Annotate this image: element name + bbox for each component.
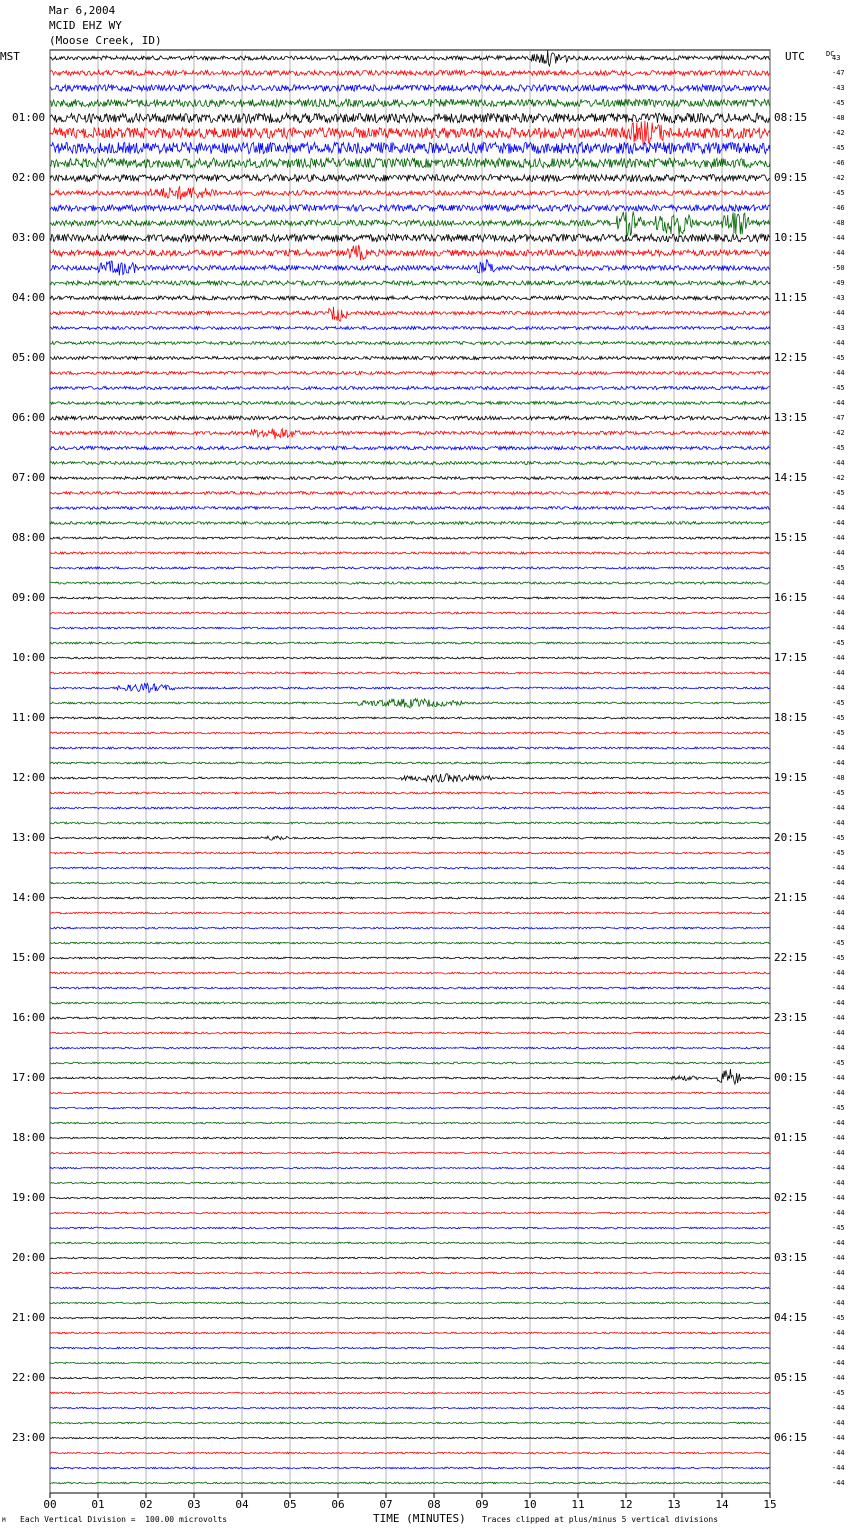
trace-row-62: [50, 987, 770, 989]
trace-row-42: [50, 683, 770, 692]
trace-row-69: [50, 1092, 770, 1094]
x-tick-label: 14: [715, 1498, 729, 1511]
utc-hour-label: 20:15: [774, 831, 808, 844]
trace-row-0: [50, 51, 770, 67]
dc-offset-label: -44: [832, 549, 845, 557]
trace-row-15: [50, 281, 770, 285]
trace-row-38: [50, 627, 770, 629]
trace-row-84: [50, 1317, 770, 1319]
dc-offset-label: -44: [832, 1029, 845, 1037]
trace-row-50: [50, 807, 770, 809]
trace-row-7: [50, 158, 770, 168]
trace-row-11: [50, 212, 770, 237]
trace-row-51: [50, 822, 770, 824]
x-tick-label: 10: [523, 1498, 537, 1511]
trace-row-39: [50, 642, 770, 644]
trace-row-30: [50, 507, 770, 510]
mst-hour-label: 11:00: [12, 711, 46, 724]
x-tick-label: 15: [763, 1498, 777, 1511]
dc-offset-label: -44: [832, 504, 845, 512]
dc-offset-label: -44: [832, 1479, 845, 1487]
dc-offset-label: -47: [832, 69, 845, 77]
clip-note: Traces clipped at plus/minus 5 vertical divisions: [482, 1515, 719, 1524]
dc-offset-label: -44: [832, 1299, 845, 1307]
dc-offset-label: -44: [832, 759, 845, 767]
dc-offset-label: -44: [832, 984, 845, 992]
mst-timezone-label: MST: [0, 50, 20, 63]
utc-hour-label: 09:15: [774, 171, 808, 184]
trace-row-77: [50, 1212, 770, 1214]
mst-hour-label: 22:00: [12, 1371, 46, 1384]
dc-offset-label: -44: [832, 1434, 845, 1442]
dc-offset-label: -44: [832, 654, 845, 662]
dc-offset-label: -44: [832, 894, 845, 902]
dc-offset-label: -43: [832, 324, 845, 332]
dc-offset-label: -43: [832, 84, 845, 92]
utc-hour-label: 00:15: [774, 1071, 808, 1084]
dc-offset-label: -44: [832, 684, 845, 692]
dc-offset-label: -44: [832, 609, 845, 617]
scale-note: Each Vertical Division = 100.00 microvolts: [20, 1515, 228, 1524]
trace-row-58: [50, 927, 770, 929]
utc-hour-label: 21:15: [774, 891, 808, 904]
utc-hour-label: 10:15: [774, 231, 808, 244]
trace-row-71: [50, 1122, 770, 1124]
dc-offset-label: -46: [832, 159, 845, 167]
trace-row-24: [50, 416, 770, 420]
trace-row-22: [50, 386, 770, 389]
trace-row-93: [50, 1452, 770, 1454]
trace-row-31: [50, 522, 770, 525]
trace-row-57: [50, 912, 770, 914]
dc-offset-label: -42: [832, 429, 845, 437]
mst-hour-label: 10:00: [12, 651, 46, 664]
trace-row-67: [50, 1062, 770, 1064]
dc-offset-label: -47: [832, 414, 845, 422]
utc-hour-label: 13:15: [774, 411, 808, 424]
dc-offset-label: -45: [832, 939, 845, 947]
x-axis-title: TIME (MINUTES): [373, 1512, 466, 1525]
dc-offset-label: -44: [832, 1419, 845, 1427]
utc-hour-label: 14:15: [774, 471, 808, 484]
trace-row-76: [50, 1197, 770, 1199]
dc-offset-label: -44: [832, 1404, 845, 1412]
station-label: MCID EHZ WY: [49, 19, 122, 32]
dc-offset-label: -45: [832, 729, 845, 737]
dc-offset-label: -44: [832, 519, 845, 527]
x-tick-label: 05: [283, 1498, 297, 1511]
trace-row-9: [50, 186, 770, 199]
dc-offset-label: -44: [832, 1149, 845, 1157]
trace-row-91: [50, 1422, 770, 1424]
dc-offset-label: -45: [832, 1314, 845, 1322]
dc-offset-label: -45: [832, 699, 845, 707]
dc-offset-label: -44: [832, 909, 845, 917]
trace-row-87: [50, 1362, 770, 1364]
dc-offset-label: -45: [832, 144, 845, 152]
utc-hour-label: 23:15: [774, 1011, 808, 1024]
utc-hour-label: 01:15: [774, 1131, 808, 1144]
x-tick-label: 02: [139, 1498, 153, 1511]
x-tick-label: 07: [379, 1498, 393, 1511]
trace-row-73: [50, 1152, 770, 1154]
mst-hour-label: 09:00: [12, 591, 46, 604]
dc-offset-label: -45: [832, 834, 845, 842]
trace-row-83: [50, 1302, 770, 1304]
trace-row-36: [50, 597, 770, 599]
mst-hour-label: 05:00: [12, 351, 46, 364]
trace-row-40: [50, 657, 770, 659]
dc-offset-label: -44: [832, 1374, 845, 1382]
dc-offset-label: -44: [832, 1269, 845, 1277]
dc-header-label: DC: [826, 50, 835, 58]
trace-row-85: [50, 1332, 770, 1334]
trace-row-94: [50, 1467, 770, 1469]
dc-offset-label: -44: [832, 369, 845, 377]
trace-row-27: [50, 461, 770, 464]
trace-row-23: [50, 401, 770, 404]
dc-offset-label: -45: [832, 489, 845, 497]
dc-offset-label: -45: [832, 189, 845, 197]
x-tick-label: 00: [43, 1498, 57, 1511]
dc-offset-label: -50: [832, 264, 845, 272]
trace-row-82: [50, 1287, 770, 1289]
mst-hour-label: 21:00: [12, 1311, 46, 1324]
dc-offset-label: -44: [832, 924, 845, 932]
trace-row-54: [50, 867, 770, 869]
mst-hour-label: 23:00: [12, 1431, 46, 1444]
dc-offset-label: -48: [832, 114, 845, 122]
dc-offset-label: -44: [832, 669, 845, 677]
utc-hour-label: 08:15: [774, 111, 808, 124]
dc-offset-label: -42: [832, 129, 845, 137]
trace-row-43: [50, 699, 770, 708]
trace-row-53: [50, 852, 770, 854]
dc-offset-label: -44: [832, 1209, 845, 1217]
utc-hour-label: 17:15: [774, 651, 808, 664]
dc-offset-label: -44: [832, 594, 845, 602]
dc-offset-label: -44: [832, 249, 845, 257]
trace-row-13: [50, 245, 770, 260]
trace-row-48: [50, 774, 770, 782]
trace-row-52: [50, 836, 770, 840]
dc-offset-label: -48: [832, 774, 845, 782]
utc-hour-label: 06:15: [774, 1431, 808, 1444]
dc-offset-label: -45: [832, 1389, 845, 1397]
dc-offset-label: -45: [832, 384, 845, 392]
trace-row-34: [50, 567, 770, 569]
utc-hour-label: 05:15: [774, 1371, 808, 1384]
dc-offset-label: -44: [832, 1284, 845, 1292]
dc-offset-label: -44: [832, 999, 845, 1007]
trace-row-21: [50, 371, 770, 374]
dc-offset-label: -44: [832, 879, 845, 887]
mst-hour-label: 20:00: [12, 1251, 46, 1264]
dc-offset-label: -45: [832, 1059, 845, 1067]
x-tick-label: 12: [619, 1498, 633, 1511]
mst-hour-label: 14:00: [12, 891, 46, 904]
location-label: (Moose Creek, ID): [49, 34, 162, 47]
dc-offset-label: -44: [832, 1119, 845, 1127]
trace-row-2: [50, 85, 770, 91]
trace-row-75: [50, 1182, 770, 1184]
dc-offset-label: -45: [832, 1104, 845, 1112]
trace-row-12: [50, 234, 770, 242]
trace-row-5: [50, 121, 770, 145]
trace-row-64: [50, 1017, 770, 1019]
dc-offset-label: -44: [832, 309, 845, 317]
mst-hour-label: 13:00: [12, 831, 46, 844]
trace-row-19: [50, 341, 770, 344]
trace-row-92: [50, 1437, 770, 1439]
dc-offset-label: -45: [832, 444, 845, 452]
dc-offset-label: -44: [832, 399, 845, 407]
dc-offset-label: -44: [832, 1329, 845, 1337]
dc-offset-label: -44: [832, 744, 845, 752]
trace-row-35: [50, 582, 770, 584]
dc-offset-label: -45: [832, 99, 845, 107]
x-tick-label: 11: [571, 1498, 585, 1511]
trace-row-25: [50, 429, 770, 440]
mst-hour-label: 04:00: [12, 291, 46, 304]
trace-row-60: [50, 957, 770, 959]
trace-row-46: [50, 747, 770, 749]
mst-hour-label: 01:00: [12, 111, 46, 124]
x-tick-label: 06: [331, 1498, 345, 1511]
mst-hour-label: 08:00: [12, 531, 46, 544]
trace-row-10: [50, 205, 770, 211]
trace-row-33: [50, 552, 770, 554]
trace-row-79: [50, 1242, 770, 1244]
utc-hour-label: 19:15: [774, 771, 808, 784]
dc-offset-label: -45: [832, 354, 845, 362]
mst-hour-label: 02:00: [12, 171, 46, 184]
dc-offset-label: -44: [832, 624, 845, 632]
dc-offset-label: -46: [832, 204, 845, 212]
dc-offset-label: -44: [832, 534, 845, 542]
dc-offset-label: -45: [832, 639, 845, 647]
trace-row-3: [50, 99, 770, 107]
dc-offset-label: -44: [832, 1179, 845, 1187]
trace-row-18: [50, 326, 770, 329]
trace-row-74: [50, 1167, 770, 1169]
utc-hour-label: 18:15: [774, 711, 808, 724]
utc-hour-label: 16:15: [774, 591, 808, 604]
dc-offset-label: -44: [832, 1044, 845, 1052]
trace-row-61: [50, 972, 770, 974]
dc-offset-label: -45: [832, 849, 845, 857]
trace-row-95: [50, 1482, 770, 1484]
trace-row-49: [50, 792, 770, 794]
dc-offset-label: -45: [832, 564, 845, 572]
trace-row-66: [50, 1047, 770, 1049]
dc-offset-label: -49: [832, 279, 845, 287]
trace-row-78: [50, 1227, 770, 1229]
trace-row-72: [50, 1137, 770, 1139]
dc-offset-label: -44: [832, 1239, 845, 1247]
trace-row-4: [50, 113, 770, 123]
utc-hour-label: 11:15: [774, 291, 808, 304]
utc-hour-label: 03:15: [774, 1251, 808, 1264]
trace-row-1: [50, 70, 770, 75]
trace-row-41: [50, 672, 770, 674]
x-tick-label: 08: [427, 1498, 441, 1511]
dc-offset-label: -44: [832, 1089, 845, 1097]
utc-hour-label: 12:15: [774, 351, 808, 364]
dc-offset-label: -42: [832, 174, 845, 182]
trace-row-70: [50, 1107, 770, 1109]
dc-offset-label: -44: [832, 234, 845, 242]
trace-row-45: [50, 732, 770, 734]
utc-hour-label: 02:15: [774, 1191, 808, 1204]
date-label: Mar 6,2004: [49, 4, 116, 17]
x-tick-label: 13: [667, 1498, 681, 1511]
trace-row-14: [50, 260, 770, 276]
dc-offset-label: -44: [832, 1134, 845, 1142]
x-tick-label: 03: [187, 1498, 201, 1511]
dc-offset-label: -45: [832, 789, 845, 797]
trace-row-20: [50, 356, 770, 359]
mst-hour-label: 17:00: [12, 1071, 46, 1084]
x-tick-label: 01: [91, 1498, 105, 1511]
dc-offset-label: -45: [832, 1224, 845, 1232]
utc-hour-label: 04:15: [774, 1311, 808, 1324]
dc-offset-label: 43: [832, 54, 841, 62]
dc-offset-label: -44: [832, 579, 845, 587]
x-axis: [43, 1493, 776, 1511]
dc-offset-label: -44: [832, 1254, 845, 1262]
corner-mark: M: [2, 1517, 6, 1524]
trace-row-16: [50, 296, 770, 300]
dc-offset-label: -44: [832, 969, 845, 977]
dc-offset-label: -44: [832, 1464, 845, 1472]
trace-row-55: [50, 882, 770, 884]
dc-offset-label: -44: [832, 1449, 845, 1457]
trace-row-8: [50, 175, 770, 182]
seismic-traces: [50, 51, 770, 1484]
trace-row-56: [50, 897, 770, 899]
trace-row-68: [50, 1069, 770, 1084]
trace-row-86: [50, 1347, 770, 1349]
utc-hour-label: 22:15: [774, 951, 808, 964]
dc-offset-label: -44: [832, 819, 845, 827]
mst-hour-label: 15:00: [12, 951, 46, 964]
trace-row-89: [50, 1392, 770, 1394]
dc-offset-label: -44: [832, 804, 845, 812]
trace-row-80: [50, 1257, 770, 1259]
utc-timezone-label: UTC: [785, 50, 805, 63]
dc-offset-label: -44: [832, 1014, 845, 1022]
trace-row-44: [50, 717, 770, 719]
dc-offset-label: -43: [832, 294, 845, 302]
dc-offset-label: -42: [832, 474, 845, 482]
trace-row-59: [50, 942, 770, 944]
dc-offset-label: -44: [832, 1074, 845, 1082]
trace-row-63: [50, 1002, 770, 1004]
trace-row-81: [50, 1272, 770, 1274]
trace-row-26: [50, 446, 770, 450]
mst-hour-label: 16:00: [12, 1011, 46, 1024]
dc-offset-label: -44: [832, 1359, 845, 1367]
dc-offset-label: -44: [832, 1164, 845, 1172]
dc-offset-label: -44: [832, 339, 845, 347]
trace-row-17: [50, 307, 770, 321]
mst-hour-label: 06:00: [12, 411, 46, 424]
dc-offset-label: -48: [832, 219, 845, 227]
dc-offset-label: -44: [832, 1344, 845, 1352]
dc-offset-label: -44: [832, 459, 845, 467]
dc-offset-label: -45: [832, 714, 845, 722]
utc-hour-label: 15:15: [774, 531, 808, 544]
mst-hour-label: 19:00: [12, 1191, 46, 1204]
trace-row-6: [50, 142, 770, 154]
dc-offset-label: -44: [832, 1194, 845, 1202]
trace-row-28: [50, 477, 770, 480]
mst-hour-label: 12:00: [12, 771, 46, 784]
trace-row-47: [50, 762, 770, 764]
mst-hour-label: 18:00: [12, 1131, 46, 1144]
trace-row-65: [50, 1032, 770, 1034]
trace-row-90: [50, 1407, 770, 1409]
mst-hour-label: 07:00: [12, 471, 46, 484]
x-tick-label: 04: [235, 1498, 249, 1511]
x-tick-label: 09: [475, 1498, 489, 1511]
trace-row-37: [50, 612, 770, 614]
trace-row-88: [50, 1377, 770, 1379]
trace-row-32: [50, 537, 770, 539]
dc-offset-label: -45: [832, 954, 845, 962]
trace-row-29: [50, 492, 770, 495]
mst-hour-label: 03:00: [12, 231, 46, 244]
dc-offset-label: -44: [832, 864, 845, 872]
